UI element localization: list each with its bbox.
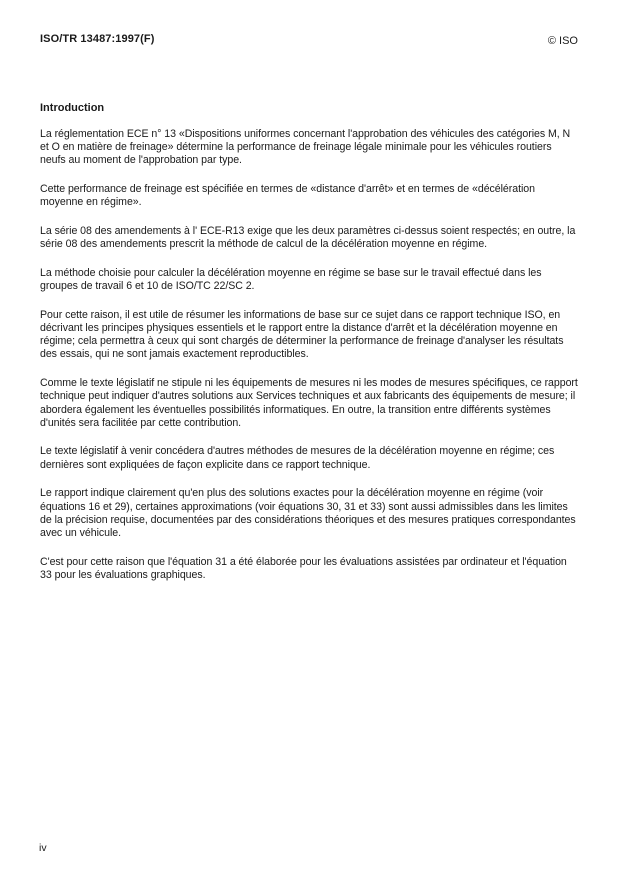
copyright-notice: © ISO (547, 35, 578, 47)
section-title: Introduction (40, 102, 105, 114)
paragraph-braking-performance: Cette performance de freinage est spécifiée en termes de «distance d'arrêt» et en termes de «décélération moyenne en régime». (40, 183, 535, 209)
paragraph-future-legislation: Le texte législatif à venir concédera d'autres méthodes de mesures de la décélération moyenne en régime; ces dernières sont expliquées de façon explicite dans ce rapport technique. (40, 445, 555, 471)
body-text (40, 128, 580, 598)
paragraph-ece-regulation: La réglementation ECE n° 13 «Dispositions uniformes concernant l'approbation des véhicules des catégories M, N et O en matière de freinage» détermine la performance de freinage légale minimale pour les véhicules routiers neufs au moment de l'approbation par type. (40, 128, 571, 167)
paragraph-measurement-equipment: Comme le texte législatif ne stipule ni les équipements de mesures ni les modes de mesures spécifiques, ce rapport technique peut indiquer d'autres solutions aux Services techniques et aux fabricants des équipements de mesure; il abordera également les éventuelles possibilités informatiques. En outre, la transition entre différents systèmes d'unités sera facilitée par cette contribution. (40, 377, 578, 429)
paragraph-purpose: Pour cette raison, il est utile de résumer les informations de base sur ce sujet dans ce rapport technique ISO, en décrivant les principes physiques essentiels et le rapport entre la distance d'arrêt et la décélération moyenne en régime; cela permettra à ceux qui sont chargés de déterminer la performance de freinage d'analyser les résultats des essais, qui ne sont jamais exactement reproductibles. (40, 308, 564, 361)
document-identifier: ISO/TR 13487:1997(F) (40, 33, 155, 45)
paragraph-chosen-method: La méthode choisie pour calculer la décélération moyenne en régime se base sur le travail effectué dans les groupes de travail 6 et 10 de ISO/TC 22/SC 2. (40, 266, 542, 293)
paragraph-series-08-amendments: La série 08 des amendements à l' ECE-R13 exige que les deux paramètres ci-dessus soient respectés; en outre, la série 08 des amendements prescrit la méthode de calcul de la décélération moyenne en régime. (40, 225, 576, 251)
paragraph-approximations: Le rapport indique clairement qu'en plus des solutions exactes pour la décélération moyenne en régime (voir équations 16 et 29), certaines approximations (voir équations 30, 31 et 33) sont aussi admissibles dans les limites de la précision requise, documentées par des considérations théoriques et des mesures pratiques correspondantes avec un véhicule. (40, 487, 576, 539)
paragraph-equations-usage: C'est pour cette raison que l'équation 31 a été élaborée pour les évaluations assistées par ordinateur et l'équation 33 pour les évaluations graphiques. (40, 555, 567, 581)
page-number: iv (39, 842, 47, 854)
